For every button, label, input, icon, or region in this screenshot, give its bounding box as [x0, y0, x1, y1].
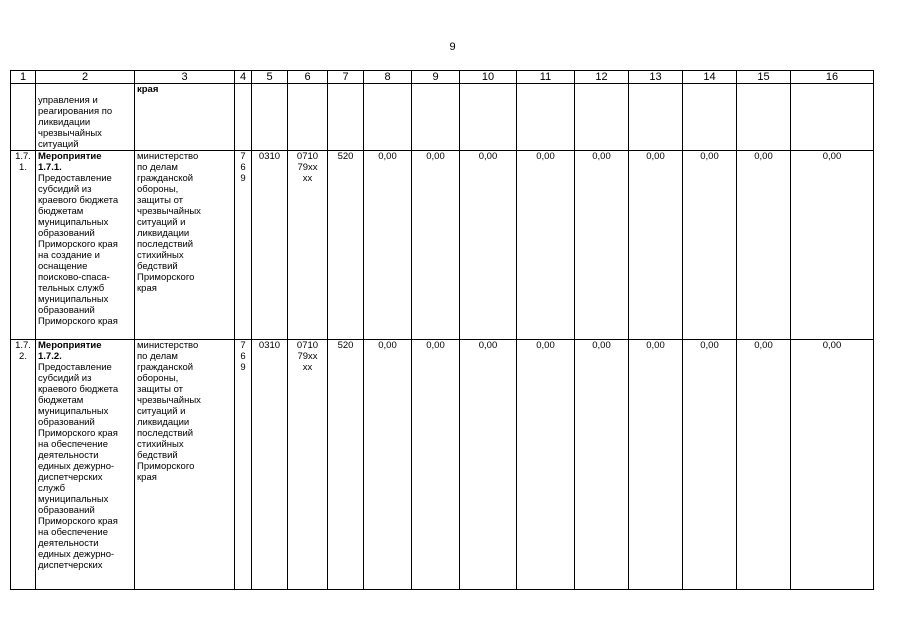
- measure-description: [36, 151, 135, 340]
- row-index: 1.7. 2.: [11, 340, 36, 590]
- value-cell: 0,00: [575, 340, 629, 590]
- row-index: 1.7. 1.: [11, 151, 36, 340]
- code-cell: 0310: [252, 340, 288, 590]
- value-cell: 0,00: [683, 151, 737, 340]
- code-cell: [328, 84, 364, 151]
- measure-title: Мероприятие 1.7.2.: [38, 340, 102, 362]
- value-cell: 0,00: [364, 340, 412, 590]
- value-cell: [575, 84, 629, 151]
- code-cell: [288, 84, 328, 151]
- table-row: [11, 340, 874, 590]
- header-cell: 1: [11, 71, 36, 84]
- value-cell: [629, 84, 683, 151]
- code-cell: [235, 84, 252, 151]
- table-row: [11, 151, 874, 340]
- value-cell: 0,00: [364, 151, 412, 340]
- header-cell: 5: [252, 71, 288, 84]
- header-cell: 11: [517, 71, 575, 84]
- value-cell: 0,00: [460, 151, 517, 340]
- measure-text: Предоставление субсидий из краевого бюджета бюджетам муниципальных образований Приморского края на обеспечение деятельности единых дежурно- диспетчерских служб муниципальных образований Приморского края на обеспечение деятельности единых дежурно- диспетчерских: [38, 362, 119, 571]
- page-number: 9: [449, 41, 456, 53]
- value-cell: 0,00: [791, 151, 874, 340]
- measure-description: [36, 340, 135, 590]
- row-index: [11, 84, 36, 151]
- value-cell: [517, 84, 575, 151]
- code-cell: 7 6 9: [235, 151, 252, 340]
- value-cell: 0,00: [517, 340, 575, 590]
- code-cell: 0310: [252, 151, 288, 340]
- code-cell: 7 6 9: [235, 340, 252, 590]
- responsible-agency: края: [135, 84, 235, 151]
- code-cell: 0710 79xx xx: [288, 151, 328, 340]
- value-cell: 0,00: [575, 151, 629, 340]
- value-cell: [412, 84, 460, 151]
- header-cell: 7: [328, 71, 364, 84]
- value-cell: [683, 84, 737, 151]
- value-cell: [364, 84, 412, 151]
- value-cell: 0,00: [412, 151, 460, 340]
- header-cell: 9: [412, 71, 460, 84]
- header-cell: 4: [235, 71, 252, 84]
- budget-table: [10, 70, 874, 590]
- header-cell: 15: [737, 71, 791, 84]
- value-cell: 0,00: [460, 340, 517, 590]
- measure-description: [36, 84, 135, 151]
- header-row: [11, 71, 874, 84]
- measure-text: управления и реагирования по ликвидации чрезвычайных ситуаций: [38, 95, 113, 150]
- value-cell: [737, 84, 791, 151]
- header-cell: 12: [575, 71, 629, 84]
- code-cell: [252, 84, 288, 151]
- value-cell: [791, 84, 874, 151]
- header-cell: 2: [36, 71, 135, 84]
- value-cell: 0,00: [737, 340, 791, 590]
- value-cell: 0,00: [791, 340, 874, 590]
- value-cell: 0,00: [629, 340, 683, 590]
- responsible-agency: министерство по делам гражданской обороны, защиты от чрезвычайных ситуаций и ликвидации последствий стихийных бедствий Приморского края: [135, 340, 235, 590]
- header-cell: 6: [288, 71, 328, 84]
- header-cell: 8: [364, 71, 412, 84]
- header-cell: 14: [683, 71, 737, 84]
- code-cell: 0710 79xx xx: [288, 340, 328, 590]
- header-cell: 3: [135, 71, 235, 84]
- measure-title: Мероприятие 1.7.1.: [38, 151, 102, 173]
- value-cell: 0,00: [683, 340, 737, 590]
- measure-text: Предоставление субсидий из краевого бюджета бюджетам муниципальных образований Приморского края на создание и оснащение поисково-спаса- тельных служб муниципальных образований Приморского края: [38, 173, 119, 327]
- value-cell: 0,00: [517, 151, 575, 340]
- table-row: [11, 84, 874, 151]
- value-cell: 0,00: [629, 151, 683, 340]
- responsible-agency: министерство по делам гражданской обороны, защиты от чрезвычайных ситуаций и ликвидации последствий стихийных бедствий Приморского края: [135, 151, 235, 340]
- code-cell: 520: [328, 340, 364, 590]
- value-cell: 0,00: [412, 340, 460, 590]
- header-cell: 16: [791, 71, 874, 84]
- value-cell: [460, 84, 517, 151]
- value-cell: 0,00: [737, 151, 791, 340]
- header-cell: 13: [629, 71, 683, 84]
- code-cell: 520: [328, 151, 364, 340]
- header-cell: 10: [460, 71, 517, 84]
